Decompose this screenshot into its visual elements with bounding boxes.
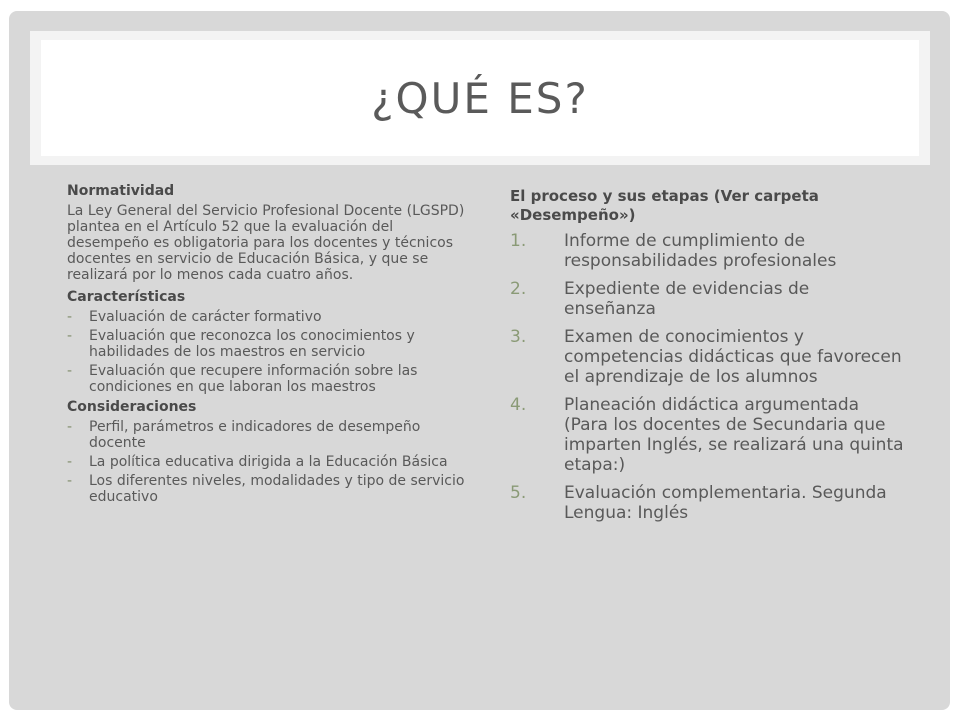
process-heading: El proceso y sus etapas (Ver carpeta «Desempeño») — [510, 187, 819, 224]
normatividad-heading: Normatividad — [67, 183, 175, 199]
list-item-text: Evaluación que recupere información sobre las condiciones en que laboran los maestros — [89, 363, 418, 395]
caracteristicas-list — [67, 309, 467, 395]
list-item — [67, 473, 467, 505]
step-number: 5. — [510, 483, 527, 503]
dash-bullet: - — [67, 419, 73, 435]
title-inner — [41, 40, 919, 156]
process-step — [510, 483, 905, 523]
dash-bullet: - — [67, 328, 73, 344]
list-item — [67, 309, 467, 325]
step-text: Expediente de evidencias de enseñanza — [564, 279, 810, 319]
process-step — [510, 395, 905, 475]
list-item — [67, 328, 467, 360]
list-item-text: Evaluación que reconozca los conocimientos y habilidades de los maestros en servicio — [89, 328, 415, 360]
list-item-text: Evaluación de carácter formativo — [89, 309, 322, 325]
process-steps-list — [510, 231, 905, 523]
list-item — [67, 363, 467, 395]
dash-bullet: - — [67, 363, 73, 379]
list-item-text: La política educativa dirigida a la Educación Básica — [89, 454, 448, 470]
dash-bullet: - — [67, 309, 73, 325]
list-item-text: Perfil, parámetros e indicadores de desempeño docente — [89, 419, 421, 451]
consideraciones-heading: Consideraciones — [67, 399, 197, 415]
title-banner — [30, 31, 930, 165]
step-number: 4. — [510, 395, 527, 415]
step-number: 3. — [510, 327, 527, 347]
caracteristicas-heading: Características — [67, 289, 186, 305]
dash-bullet: - — [67, 454, 73, 470]
right-column — [510, 187, 905, 531]
step-text: Planeación didáctica argumentada (Para los docentes de Secundaria que imparten Inglés, se realizará una quinta etapa:) — [564, 395, 904, 475]
list-item — [67, 419, 467, 451]
step-number: 2. — [510, 279, 527, 299]
step-text: Examen de conocimientos y competencias didácticas que favorecen el aprendizaje de los alumnos — [564, 327, 902, 387]
process-step — [510, 231, 905, 271]
slide-title: ¿QUÉ ES? — [371, 73, 589, 123]
process-step — [510, 327, 905, 387]
dash-bullet: - — [67, 473, 73, 489]
list-item-text: Los diferentes niveles, modalidades y tipo de servicio educativo — [89, 473, 465, 505]
left-column — [67, 183, 467, 509]
step-number: 1. — [510, 231, 527, 251]
process-step — [510, 279, 905, 319]
consideraciones-list — [67, 419, 467, 505]
step-text: Informe de cumplimiento de responsabilidades profesionales — [564, 231, 837, 271]
list-item — [67, 454, 467, 470]
normatividad-text: La Ley General del Servicio Profesional Docente (LGSPD) plantea en el Artículo 52 que la evaluación del desempeño es obligatoria para los docentes y técnicos docentes en servicio de Educación Básica, y que se realizará por lo menos cada cuatro años. — [67, 203, 465, 283]
step-text: Evaluación complementaria. Segunda Lengua: Inglés — [564, 483, 887, 523]
